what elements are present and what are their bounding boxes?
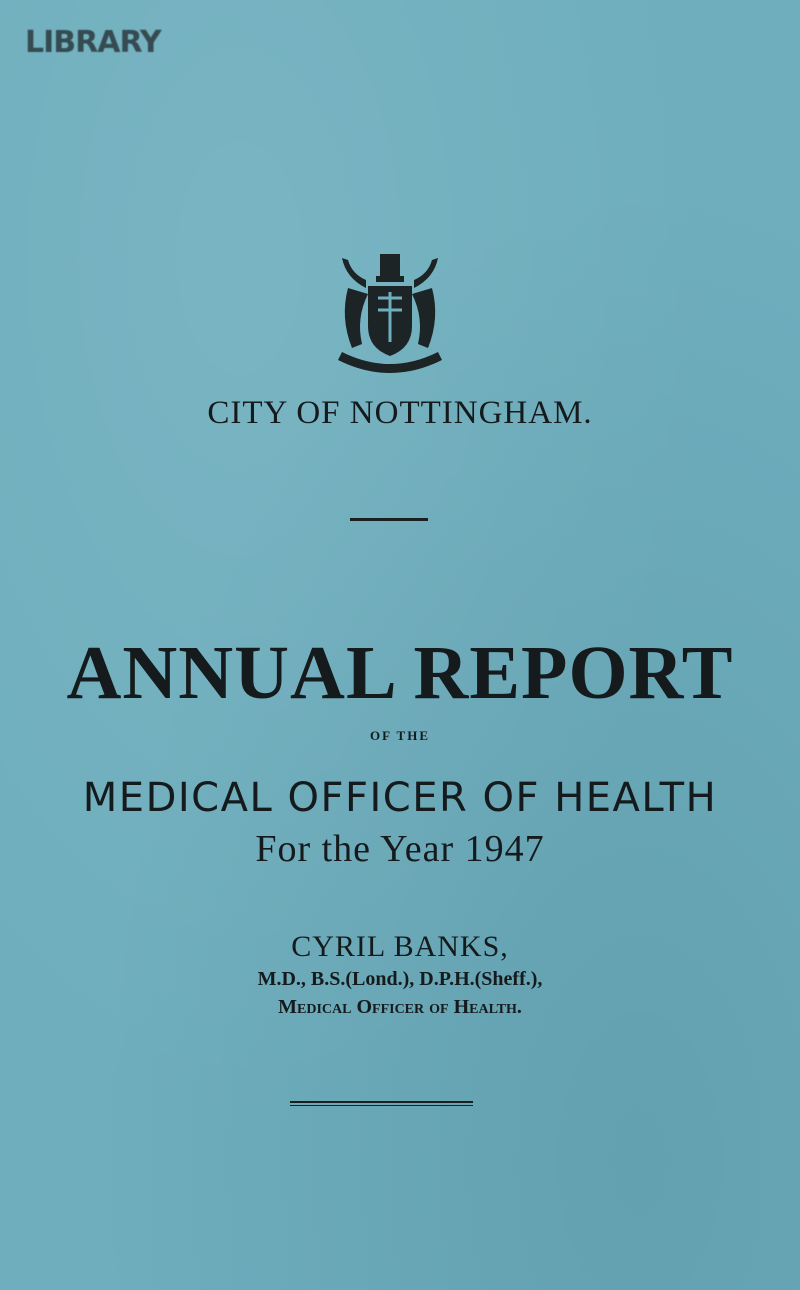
library-stamp: LIBRARY (25, 25, 161, 60)
city-name: CITY OF NOTTINGHAM. (207, 395, 593, 431)
author-qualifications: M.D., B.S.(Lond.), D.P.H.(Sheff.), (257, 968, 543, 990)
of-the-text: OF THE (369, 728, 431, 743)
author-role: Medical Officer of Health. (278, 996, 522, 1018)
report-year: For the Year 1947 (255, 828, 545, 870)
report-subject: MEDICAL OFFICER OF HEALTH (82, 775, 718, 821)
report-title: ANNUAL REPORT (66, 631, 734, 715)
divider (350, 518, 428, 521)
double-rule-divider (290, 1101, 473, 1106)
author-name: CYRIL BANKS, (291, 930, 509, 963)
city-coat-of-arms-icon (328, 248, 452, 378)
